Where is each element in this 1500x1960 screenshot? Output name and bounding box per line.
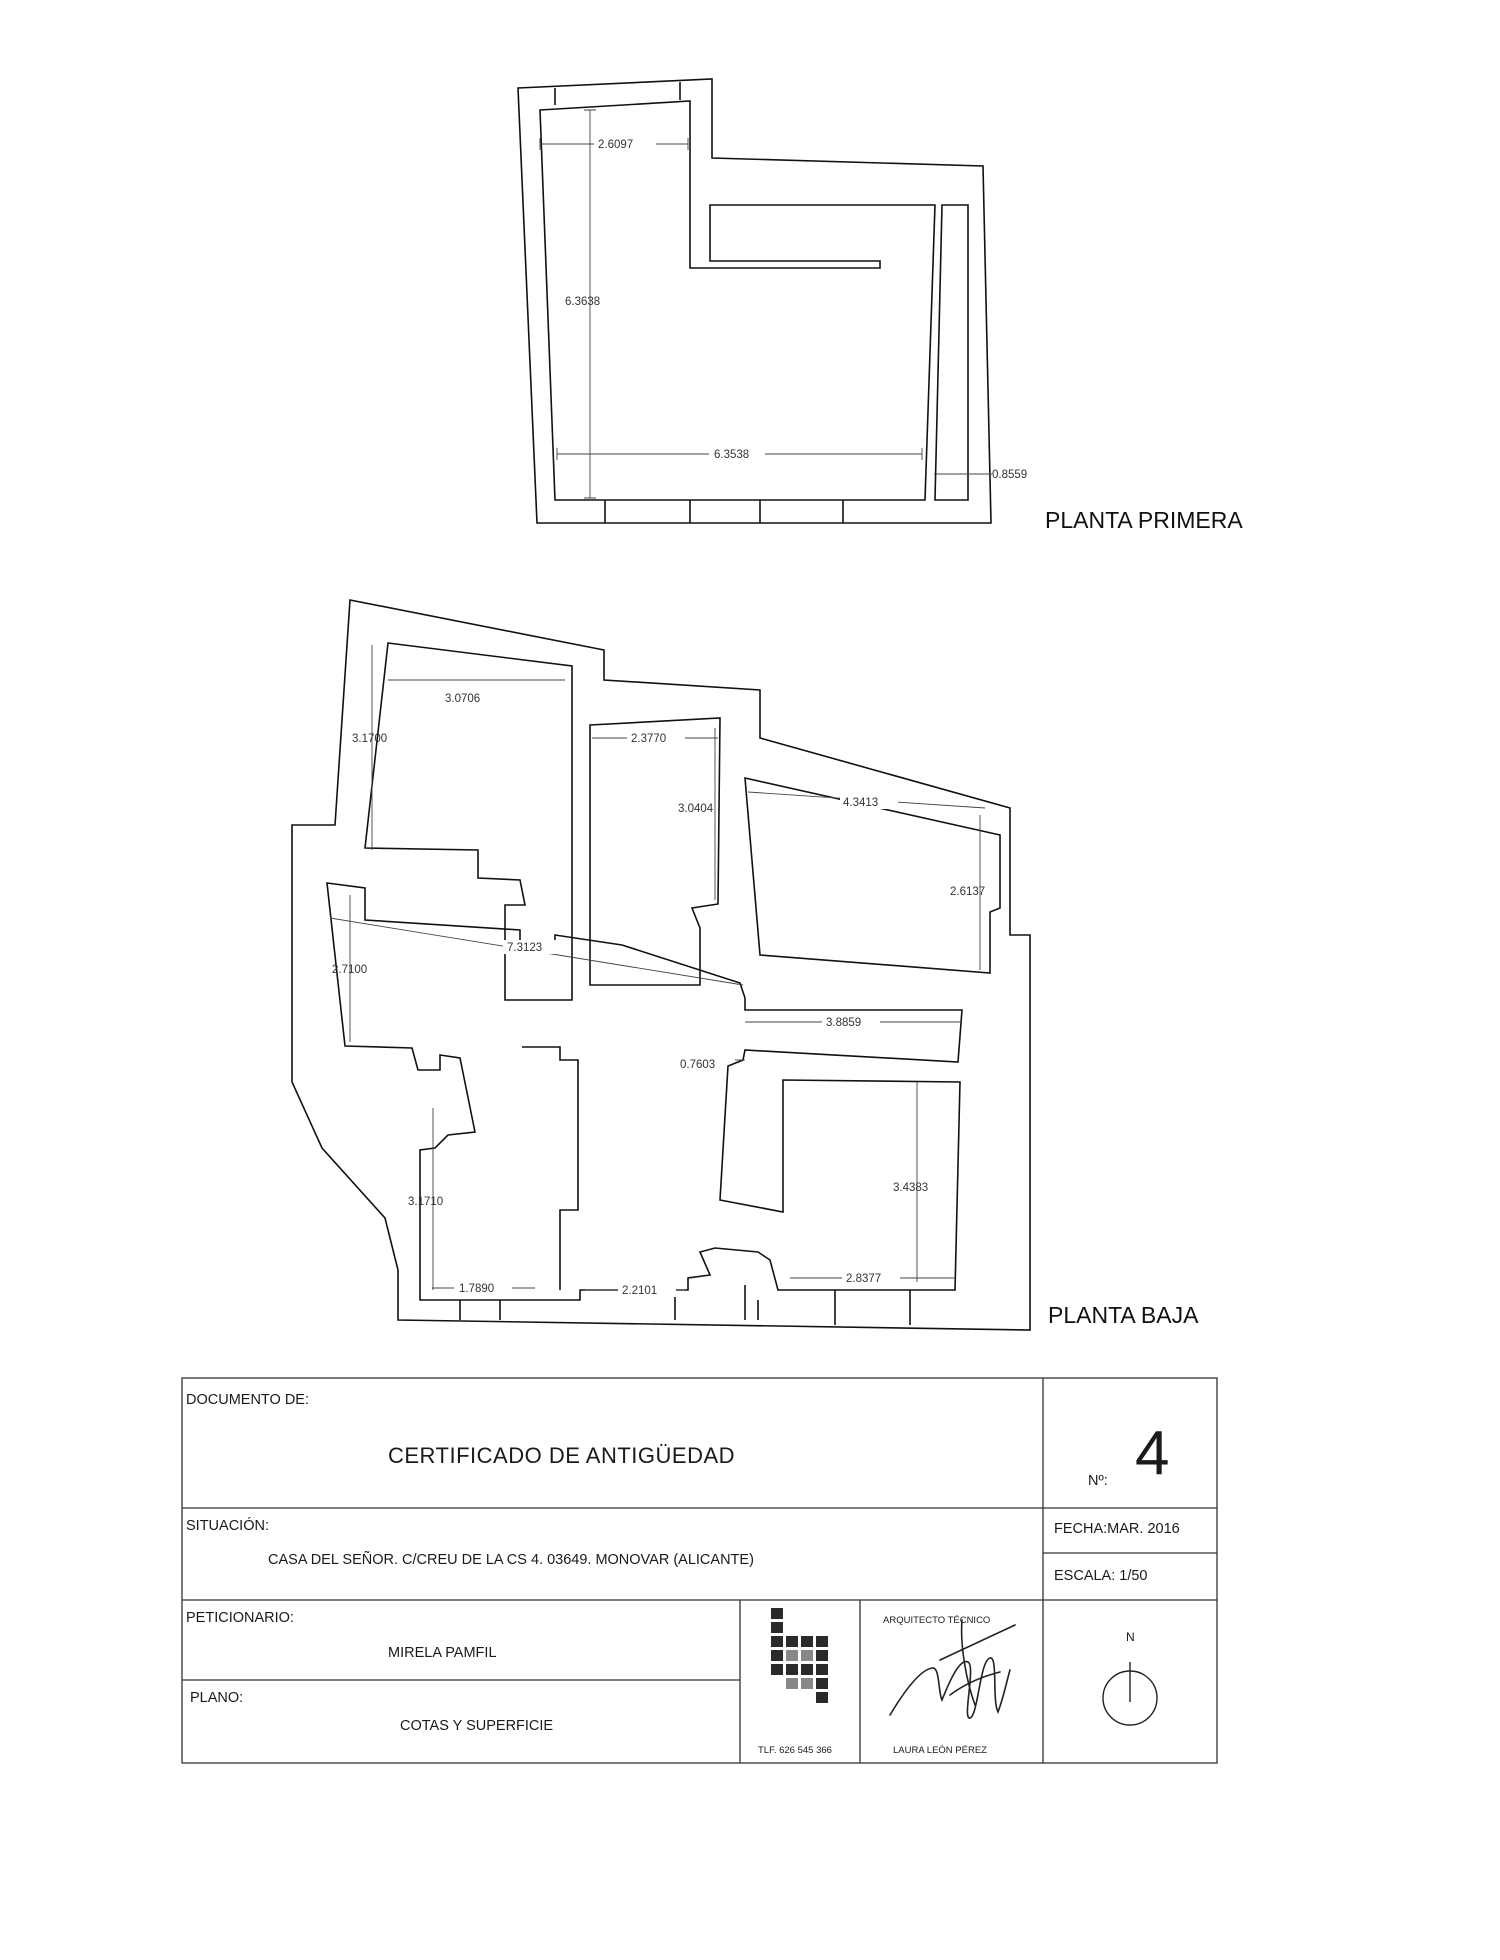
dim-label: 3.0404 [678,803,714,815]
dim-label: 2.3770 [631,733,667,745]
corridor-wall [522,1047,578,1290]
room-north [590,718,720,985]
dim-label: 3.1700 [352,733,388,745]
dim-label: 2.8377 [846,1273,882,1285]
dim-label: 3.4383 [893,1182,929,1194]
situacion-value: CASA DEL SEÑOR. C/CREU DE LA CS 4. 03649. MONOVAR (ALICANTE) [268,1552,754,1568]
north-label: N [1126,1630,1135,1644]
numero-value: 4 [1135,1419,1170,1488]
dim-label: 3.1710 [408,1196,444,1208]
dim-label: 2.7100 [332,964,368,976]
peticionario-label: PETICIONARIO: [186,1610,294,1626]
dim-label: 3.0706 [445,693,481,705]
situacion-label: SITUACIÓN: [186,1518,269,1534]
dim-label: 0.7603 [680,1059,716,1071]
dim-label: 4.3413 [843,797,879,809]
telefono: TLF. 626 545 366 [758,1745,832,1756]
documento-value: CERTIFICADO DE ANTIGÜEDAD [388,1443,736,1468]
numero-label: Nº: [1088,1473,1108,1489]
dim-label: 2.2101 [622,1285,658,1297]
escala: ESCALA: 1/50 [1054,1568,1148,1584]
fecha: FECHA:MAR. 2016 [1054,1521,1180,1537]
plano-label: PLANO: [190,1690,244,1706]
dim-label: 3.8859 [826,1017,862,1029]
peticionario-value: MIRELA PAMFIL [388,1645,497,1661]
plano-value: COTAS Y SUPERFICIE [400,1718,554,1734]
dim-label: 2.6097 [598,139,634,151]
north-arrow-icon [1096,1652,1166,1732]
arquitecto-nombre: LAURA LEÓN PÉREZ [893,1745,987,1756]
dim-label: 6.3538 [714,449,750,461]
arquitecto-label: ARQUITECTO TÉCNICO [883,1615,991,1626]
company-logo-icon [768,1608,853,1736]
lower-plan-title: PLANTA BAJA [1048,1302,1199,1328]
room-hall [327,883,962,1300]
dim-label: 2.6137 [950,886,986,898]
upper-plan-title: PLANTA PRIMERA [1045,507,1243,533]
documento-label: DOCUMENTO DE: [186,1392,309,1408]
dim-label: 0.8559 [992,469,1028,481]
upper-east-strip [935,205,968,500]
dim-label: 1.7890 [459,1283,495,1295]
lower-outer-wall [292,600,1030,1330]
dim-label: 7.3123 [507,942,543,954]
lower-floor-plan [292,600,1030,1330]
dim-label: 6.3638 [565,296,601,308]
